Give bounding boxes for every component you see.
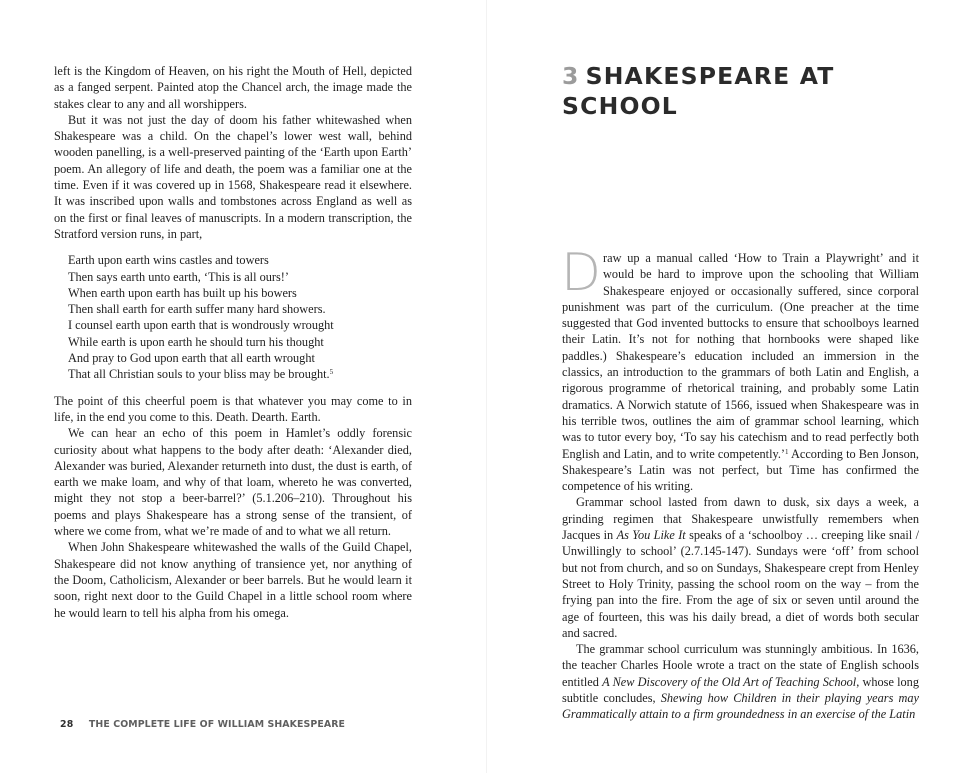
paragraph-point-of-poem: The point of this cheerful poem is that whatever you may come to in life, in the end you come to this. Death. Dearth. Earth.: [54, 393, 412, 424]
footnote-marker: 1: [785, 447, 789, 456]
play-title: As You Like It: [616, 528, 686, 543]
paragraph-earth-upon-earth: But it was not just the day of doom his father whitewashed when Shakespeare was a child. On the chapel’s lower west wall, behind wooden panelling, is a well-preserved painting of the ‘Earth upon Earth’ poem. An allegory of life and death, the poem was a familiar one at the time. Even if it was covered up in 1568, Shakespeare read it elsewhere. It was inscribed upon walls and tombstones across England as well as on the first or final leaves of manuscripts. In a modern transcription, the Stratford version runs, in part,: [54, 112, 412, 241]
chapter-title: SHAKESPEARE AT SCHOOL: [562, 62, 835, 120]
poem-line: [68, 366, 412, 382]
poem-line: I counsel earth upon earth that is wondrously wrought: [68, 318, 334, 333]
running-head: THE COMPLETE LIFE OF WILLIAM SHAKESPEARE: [88, 719, 346, 730]
paragraph-text: speaks of a ‘schoolboy … creeping like snail / Unwillingly to school’ (2.7.145-147). Sundays were ‘off’ from school but not from church, and so on Sundays, Shakespeare crept from Henley Street to Holy Trinity, passing the school room on the way – from the frying pan into the fire. From the age of six or seven until around the age of fourteen, this was his daily bread, a diet of words both secular and sacred.: [562, 528, 919, 640]
left-text-column: [54, 63, 412, 621]
paragraph-grammar-school: [562, 494, 919, 641]
poem-line: When earth upon earth has built up his bowers: [68, 285, 297, 300]
footnote-marker: 5: [329, 368, 334, 377]
paragraph-opening-text: raw up a manual called ‘How to Train a Playwright’ and it would be hard to improve upon the schooling that William Shakespeare enjoyed or occasionally suffered, since corporal punishment was part of the curriculum. (One preacher at the time suggested that God invented buttocks to ensure that schoolboys learned their Latin. It’s not for nothing that hornbooks were shaped like paddles.) Shakespeare’s education included an immersion in the classics, an introduction to the grammars of both Latin and English, a rigorous programme of rhetorical training, and probably some Latin dramatics. A Norwich statute of 1566, issued when Shakespeare was in his terrible twos, outlines the aim of grammar school learning, which was to tutor every boy, ‘To say his catechism and to read perfectly both English and Latin, and to write competently.’: [562, 251, 919, 461]
tract-title: A New Discovery of the Old Art of Teaching School: [602, 674, 857, 689]
poem-line: Then says earth unto earth, ‘This is all ours!’: [68, 269, 289, 284]
right-text-column: [561, 243, 919, 723]
poem-line: While earth is upon earth he should turn his thought: [68, 334, 324, 349]
page-number: 28: [60, 719, 74, 730]
poem-line: Earth upon earth wins castles and towers: [68, 253, 269, 268]
paragraph-text: , whose long subtitle concludes,: [562, 674, 919, 706]
chapter-heading: [562, 61, 922, 121]
paragraph-continuation: left is the Kingdom of Heaven, on his right the Mouth of Hell, depicted as a fanged serpent. Painted atop the Chancel arch, the image made the stakes clear to any and all worshippers.: [54, 64, 412, 111]
drop-cap: D: [561, 243, 602, 303]
chapter-number: 3: [562, 62, 580, 90]
page-footer: [60, 719, 345, 730]
tract-subtitle: Shewing how Children in their playing years may Grammatically attain to a firm groundedness in an exercise of the Latin: [562, 691, 919, 722]
poem-line: And pray to God upon earth that all earth wrought: [68, 351, 315, 366]
poem-last-line-text: That all Christian souls to your bliss may be brought.: [68, 367, 330, 382]
paragraph-opening: [561, 243, 919, 494]
paragraph-hamlet-echo: We can hear an echo of this poem in Hamlet’s oddly forensic curiosity about what happens to the body after death: ‘Alexander died, Alexander was buried, Alexander returneth into dust, the dust is earth, of earth we make loam, and why of that loam, whereto he was converted, might they not stop a beer-barrel?’ (5.1.206–210). Throughout his poems and plays Shakespeare has a strong sense of the transient, of where we come from, what we’re made of and to what we all return.: [54, 426, 412, 539]
poem-line: Then shall earth for earth suffer many hard showers.: [68, 302, 326, 317]
left-page: [0, 0, 486, 773]
poem-block: [68, 252, 412, 382]
paragraph-curriculum: [562, 641, 919, 722]
paragraph-text: The grammar school curriculum was stunningly ambitious. In 1636, the teacher Charles Hoole wrote a tract on the state of English schools entitled: [562, 642, 919, 689]
paragraph-guild-chapel: When John Shakespeare whitewashed the walls of the Guild Chapel, Shakespeare did not know anything of transience yet, nor anything of the Doom, Catholicism, Alexander or beer barrels. But he would learn it soon, right next door to the Guild Chapel in a little school room where he would learn to tell his alpha from his omega.: [54, 540, 412, 620]
paragraph-text: Grammar school lasted from dawn to dusk, six days a week, a grinding regimen that Shakespeare unwistfully remembers when Jacques in: [562, 495, 919, 543]
right-page: [487, 0, 973, 773]
paragraph-opening-end: According to Ben Jonson, Shakespeare’s Latin was not perfect, but Time has confirmed the competence of his writing.: [562, 446, 919, 494]
